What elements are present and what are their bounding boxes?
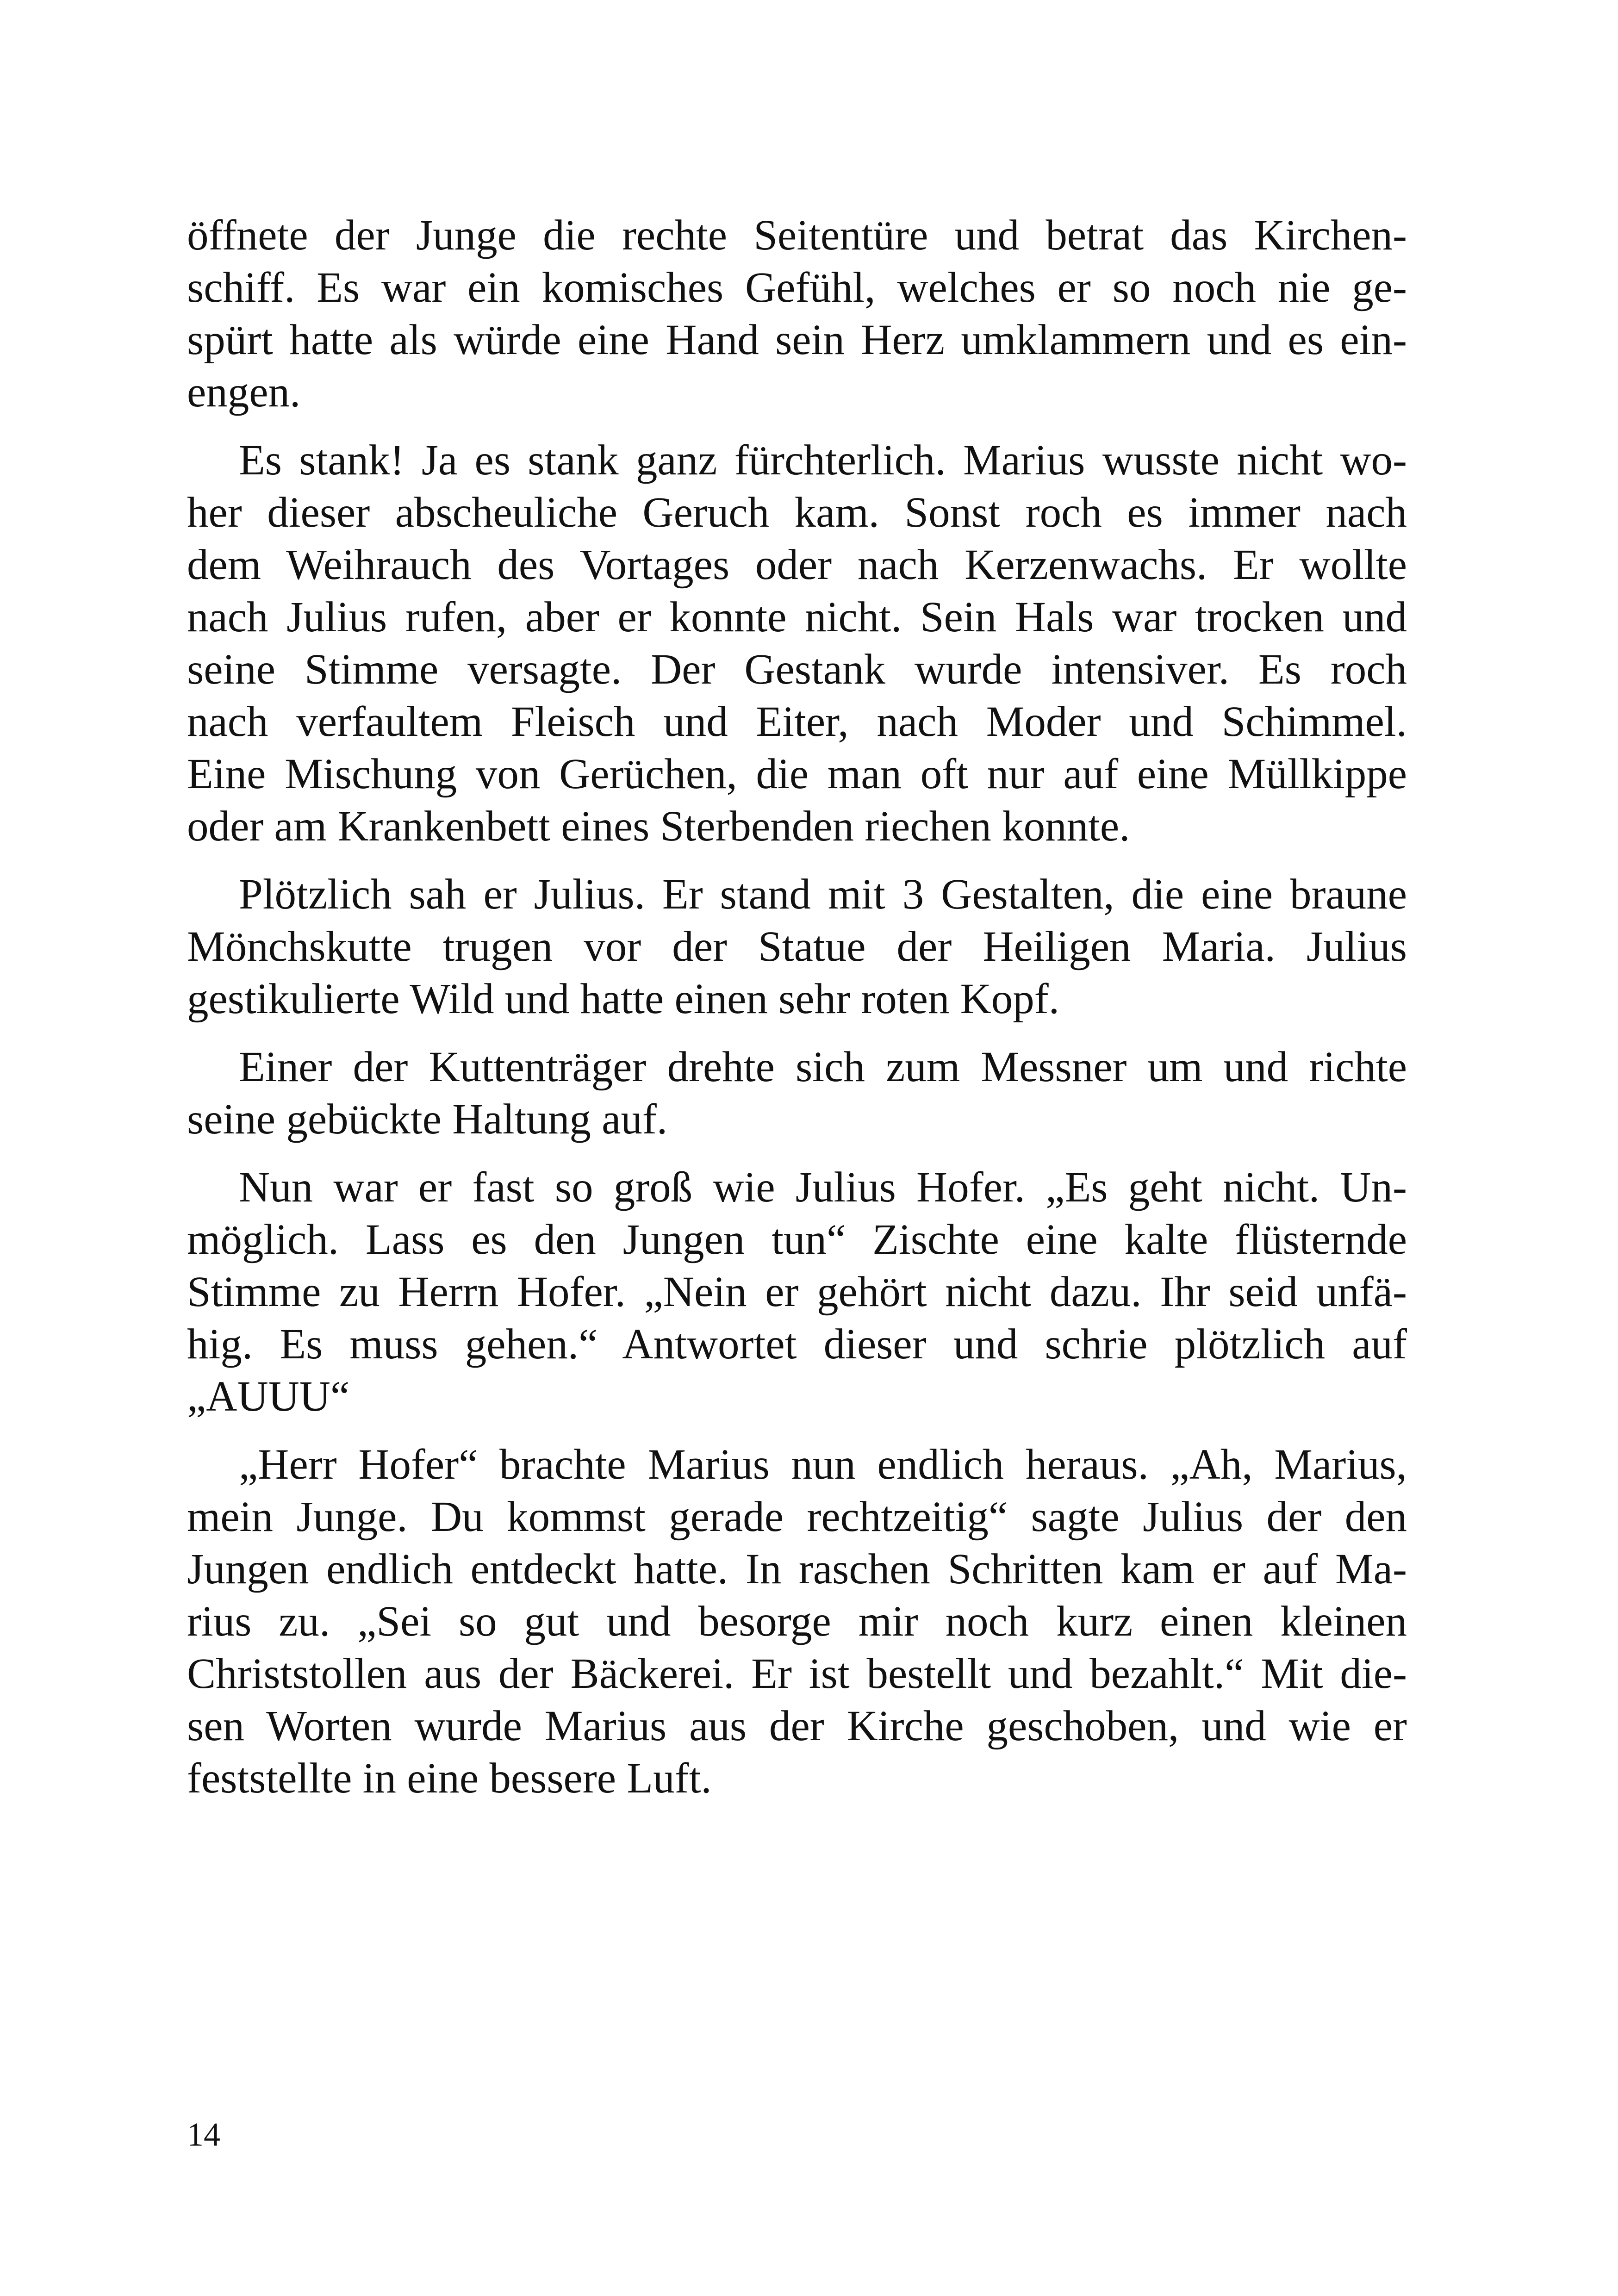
paragraph (187, 868, 1407, 1025)
text-line: seine Stimme versagte. Der Gestank wurde intensiver. Es roch (187, 646, 1407, 693)
text-line: „Herr Hofer“ brachte Marius nun endlich heraus. „Ah, Marius, (239, 1441, 1407, 1488)
text-line: Einer der Kuttenträger drehte sich zum Messner um und richte (239, 1043, 1407, 1091)
text-line: gestikulierte Wild und hatte einen sehr roten Kopf. (187, 975, 1060, 1023)
text-line: dem Weihrauch des Vortages oder nach Kerzenwachs. Er wollte (187, 541, 1407, 589)
text-line: seine gebückte Haltung auf. (187, 1095, 668, 1143)
text-line: engen. (187, 368, 301, 416)
text-line: öffnete der Junge die rechte Seitentüre und betrat das Kirchen- (187, 212, 1407, 259)
text-line: rius zu. „Sei so gut und besorge mir noch kurz einen kleinen (187, 1598, 1407, 1645)
paragraph (187, 209, 1407, 418)
text-line: hig. Es muss gehen.“ Antwortet dieser und schrie plötzlich auf (187, 1320, 1407, 1368)
text-line: nach Julius rufen, aber er konnte nicht. Sein Hals war trocken und (187, 593, 1407, 641)
page-number: 14 (187, 2116, 220, 2153)
text-line: „AUUU“ (187, 1373, 350, 1420)
paragraph (187, 1161, 1407, 1423)
text-line: mein Junge. Du kommst gerade rechtzeitig“ sagte Julius der den (187, 1493, 1407, 1541)
text-line: her dieser abscheuliche Geruch kam. Sonst roch es immer nach (187, 489, 1407, 536)
text-line: Christstollen aus der Bäckerei. Er ist bestellt und bezahlt.“ Mit die- (187, 1650, 1407, 1698)
body-text (187, 209, 1407, 1820)
text-line: Jungen endlich entdeckt hatte. In raschen Schritten kam er auf Ma- (187, 1545, 1407, 1593)
text-line: feststellte in eine bessere Luft. (187, 1755, 712, 1802)
text-line: spürt hatte als würde eine Hand sein Herz umklammern und es ein- (187, 316, 1407, 364)
paragraph (187, 1438, 1407, 1804)
text-line: Plötzlich sah er Julius. Er stand mit 3 Gestalten, die eine braune (239, 871, 1407, 918)
text-line: nach verfaultem Fleisch und Eiter, nach Moder und Schimmel. (187, 698, 1407, 746)
paragraph (187, 1041, 1407, 1145)
text-line: sen Worten wurde Marius aus der Kirche geschoben, und wie er (187, 1702, 1407, 1750)
text-line: oder am Krankenbett eines Sterbenden riechen konnte. (187, 803, 1130, 850)
text-line: Stimme zu Herrn Hofer. „Nein er gehört nicht dazu. Ihr seid unfä- (187, 1268, 1407, 1316)
text-line: Mönchskutte trugen vor der Statue der Heiligen Maria. Julius (187, 923, 1407, 971)
text-line: möglich. Lass es den Jungen tun“ Zischte eine kalte flüsternde (187, 1216, 1407, 1263)
text-line: Nun war er fast so groß wie Julius Hofer. „Es geht nicht. Un- (239, 1164, 1407, 1211)
text-line: schiff. Es war ein komisches Gefühl, welches er so noch nie ge- (187, 264, 1407, 311)
paragraph (187, 434, 1407, 852)
text-line: Eine Mischung von Gerüchen, die man oft nur auf eine Müllkippe (187, 750, 1407, 798)
text-line: Es stank! Ja es stank ganz fürchterlich. Marius wusste nicht wo- (239, 436, 1407, 484)
